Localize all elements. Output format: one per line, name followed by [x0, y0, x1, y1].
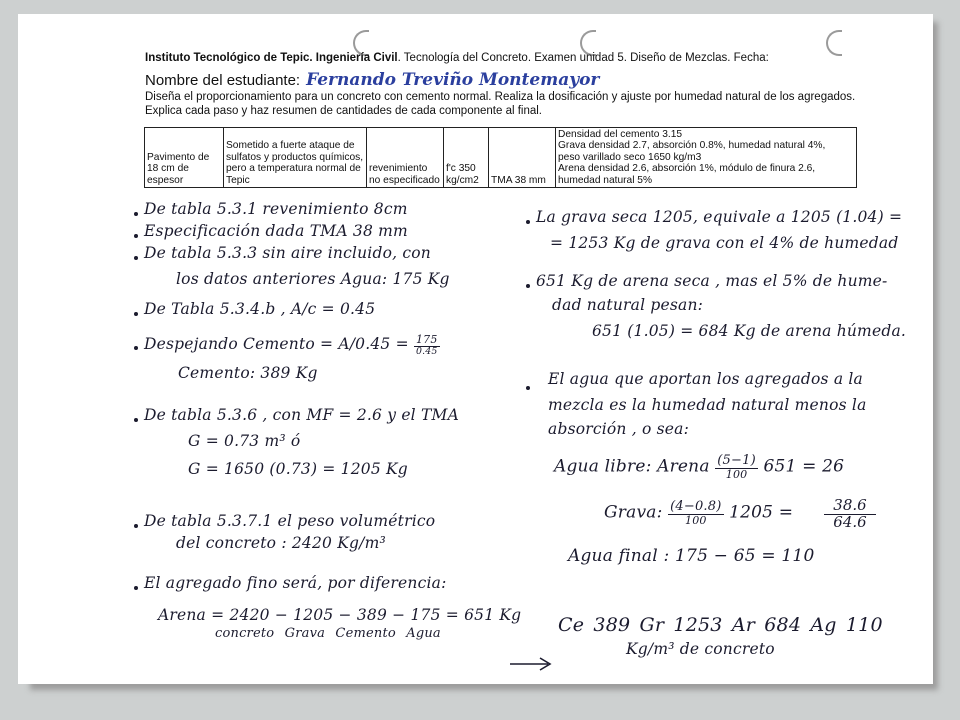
- material-line: Grava densidad 2.7, absorción 0.8%, humedad natural 4%,: [558, 140, 826, 152]
- step-gravel-mass: G = 1650 (0.73) = 1205 Kg: [188, 460, 408, 478]
- fraction-denominator: 100: [725, 467, 748, 481]
- bullet: [134, 256, 138, 260]
- spec-table: [144, 127, 857, 188]
- student-name: Fernando Treviño Montemayor: [306, 70, 600, 90]
- step-gravel-volume: G = 0.73 m³ ó: [188, 432, 301, 450]
- spec-cell-slump: revenimiento no especificado: [367, 128, 444, 188]
- step-unit-weight: De tabla 5.3.7.1 el peso volumétrico: [144, 512, 436, 530]
- name-label: Nombre del estudiante:: [145, 72, 301, 89]
- bullet: [134, 346, 138, 350]
- step-fine-aggregate: El agregado fino será, por diferencia:: [144, 574, 447, 592]
- gravel-water-result: 38.6: [824, 498, 876, 515]
- step-cement-value: Cemento: 389 Kg: [178, 364, 318, 382]
- institute-name: Instituto Tecnológico de Tepic. Ingeniería Civil: [145, 52, 398, 64]
- final-water: Agua final : 175 − 65 = 110: [568, 546, 815, 566]
- sand-calc-labels: concreto Grava Cemento Agua: [215, 626, 441, 641]
- step-free-water: El agua que aportan los agregados a la: [548, 370, 863, 388]
- total-aggregate-water: 64.6: [833, 512, 867, 531]
- sand-moisture-fraction: [715, 454, 758, 480]
- step-wc-ratio: De Tabla 5.3.4.b , A/c = 0.45: [144, 300, 376, 318]
- step-gravel-wet: La grava seca 1205, equivale a 1205 (1.04) =: [536, 208, 903, 226]
- spec-cell-tma: TMA 38 mm: [489, 128, 556, 188]
- instructions-line: Diseña el proporcionamiento para un concreto con cemento normal. Realiza la dosificación y ajuste por humedad natural de los agregados.: [145, 91, 856, 103]
- fraction-denominator: 0.45: [415, 345, 438, 357]
- exam-header: [145, 52, 769, 64]
- step-slump: De tabla 5.3.1 revenimiento 8cm: [144, 200, 408, 218]
- summary-units: Kg/m³ de concreto: [626, 640, 775, 658]
- step-tma: Especificación dada TMA 38 mm: [144, 222, 408, 240]
- gravel-moisture-fraction: [668, 500, 723, 526]
- bullet: [526, 386, 530, 390]
- step-sand-wet: 651 Kg de arena seca , mas el 5% de hume-: [536, 272, 888, 290]
- step-gravel-table: De tabla 5.3.6 , con MF = 2.6 y el TMA: [144, 406, 459, 424]
- fraction-numerator: 175: [415, 333, 438, 346]
- bullet: [134, 234, 138, 238]
- bullet: [134, 586, 138, 590]
- material-line: Arena densidad 2.6, absorción 1%, módulo de finura 2.6,: [558, 163, 816, 175]
- exam-sheet: [18, 14, 933, 684]
- material-line: Densidad del cemento 3.15: [558, 129, 683, 140]
- sand-water-result: 651 = 26: [763, 456, 845, 477]
- step-gravel-wet-value: = 1253 Kg de grava con el 4% de humedad: [550, 234, 899, 252]
- gravel-label: Grava:: [604, 502, 663, 523]
- step-sand-wet-value: 651 (1.05) = 684 Kg de arena húmeda.: [592, 322, 907, 340]
- step-water-table: De tabla 5.3.3 sin aire incluido, con: [144, 244, 431, 262]
- student-name-row: [145, 70, 599, 90]
- punch-hole-right: [826, 30, 842, 56]
- summary-quantities: Ce 389 Gr 1253 Ar 684 Ag 110: [558, 614, 883, 636]
- fraction-numerator: (5−1): [717, 453, 756, 468]
- bullet: [134, 524, 138, 528]
- exam-info: . Tecnología del Concreto. Examen unidad 5. Diseño de Mezclas. Fecha:: [397, 52, 769, 64]
- step-water-value: los datos anteriores Agua: 175 Kg: [176, 270, 450, 288]
- cement-fraction: [414, 334, 440, 356]
- step-free-water-cont-2: absorción , o sea:: [548, 420, 690, 438]
- spec-cell-strength: f'c 350 kg/cm2: [444, 128, 489, 188]
- gravel-formula: 1205 =: [729, 502, 794, 523]
- arrow-icon: [508, 654, 554, 674]
- fraction-numerator: (4−0.8): [670, 499, 722, 514]
- instructions-line-2: Explica cada paso y haz resumen de cantidades de cada componente al final.: [145, 105, 543, 117]
- water-sum: [824, 498, 876, 531]
- bullet: [134, 418, 138, 422]
- bullet: [526, 220, 530, 224]
- free-water-gravel: [604, 500, 793, 526]
- free-water-sand: [554, 454, 844, 480]
- fraction-denominator: 100: [684, 513, 707, 527]
- bullet: [526, 284, 530, 288]
- step-unit-weight-value: del concreto : 2420 Kg/m³: [176, 534, 386, 552]
- spec-cell-element: Pavimento de 18 cm de espesor: [145, 128, 224, 188]
- spec-cell-materials: [556, 128, 857, 188]
- spec-cell-exposure: Sometido a fuerte ataque de sulfatos y productos químicos, pero a temperatura normal de Tepic: [224, 128, 367, 188]
- material-line: humedad natural 5%: [558, 174, 653, 186]
- free-water-label: Agua libre: Arena: [554, 456, 710, 477]
- material-line: peso varillado seco 1650 kg/m3: [558, 151, 702, 163]
- step-free-water-cont: mezcla es la humedad natural menos la: [548, 396, 867, 414]
- step-sand-calc: Arena = 2420 − 1205 − 389 − 175 = 651 Kg: [158, 606, 522, 624]
- table-row: [145, 128, 857, 188]
- bullet: [134, 312, 138, 316]
- step-cement-calc: [144, 334, 440, 356]
- bullet: [134, 212, 138, 216]
- cement-formula: Despejando Cemento = A/0.45 =: [144, 335, 409, 354]
- step-sand-wet-cont: dad natural pesan:: [552, 296, 704, 314]
